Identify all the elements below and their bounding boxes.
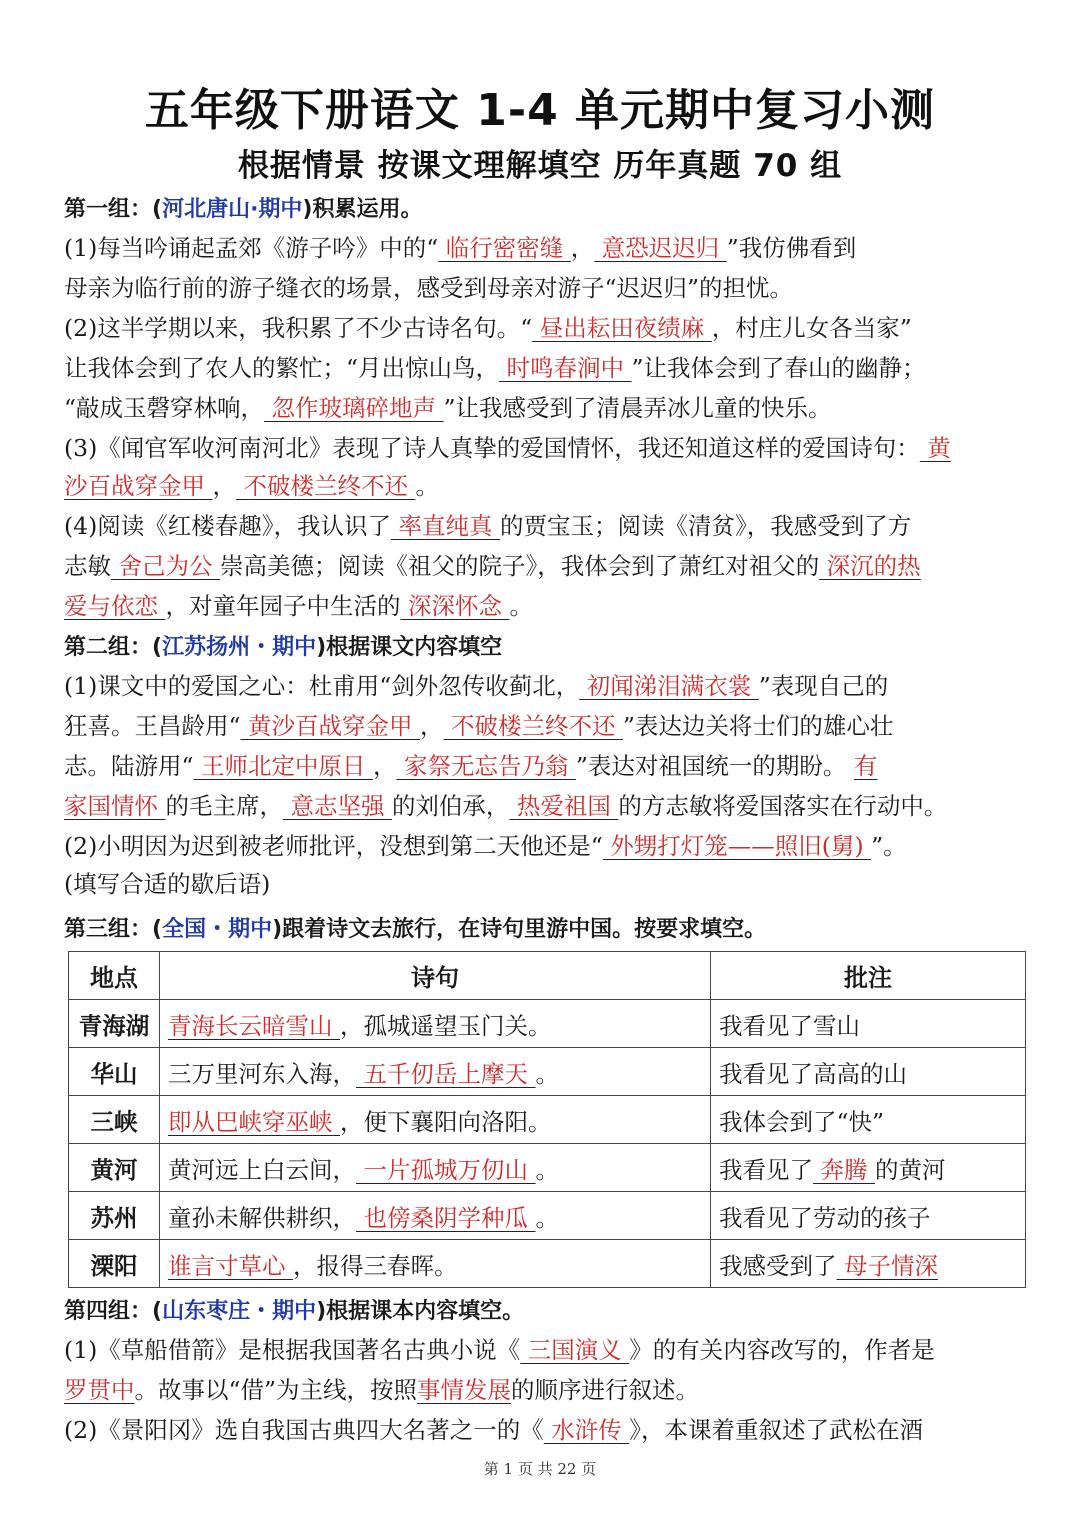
g2-line-6: (填写合适的歇后语) xyxy=(64,870,271,898)
answer: 即从巴峡穿巫峡 xyxy=(168,1107,340,1136)
text: 。 xyxy=(535,1203,559,1232)
answer: 也傍桑阴学种瓜 xyxy=(356,1203,536,1232)
answer: 三国演义 xyxy=(520,1336,630,1364)
answer: 忽作玻璃碎地声 xyxy=(264,394,444,422)
answer: 舍己为公 xyxy=(111,552,220,580)
g2-line-3 xyxy=(64,746,1024,786)
answer: 热爱祖国 xyxy=(509,792,619,820)
answer: 有 xyxy=(853,752,878,780)
g1-line-8 xyxy=(64,506,1024,546)
answer: 昼出耘田夜绩麻 xyxy=(532,314,712,342)
answer: 临行密密缝 xyxy=(438,234,571,262)
table-header-row xyxy=(69,952,1026,1000)
answer: 沙百战穿金甲 xyxy=(64,472,213,500)
text: (1)每当吟诵起孟郊《游子吟》中的“ xyxy=(64,234,439,262)
text: ， xyxy=(419,712,444,740)
note-cell xyxy=(711,1192,1026,1240)
heading-suffix: )跟着诗文去旅行，在诗句里游中国。按要求填空。 xyxy=(272,917,767,942)
answer: 家国情怀 xyxy=(64,792,166,820)
answer: 爱与依恋 xyxy=(64,592,166,620)
text: 狂喜。王昌龄用“ xyxy=(64,712,241,740)
answer: 意恐迟迟归 xyxy=(594,234,727,262)
table-row xyxy=(69,1048,1026,1096)
g2-line-5 xyxy=(64,826,1024,866)
text: 我看见了 xyxy=(719,1155,813,1184)
answer: 深深怀念 xyxy=(400,592,510,620)
text: 。 xyxy=(535,1155,559,1184)
note-cell xyxy=(711,1240,1026,1288)
text: 我感受到了 xyxy=(719,1251,837,1280)
text: 的方志敏将爱国落实在行动中。 xyxy=(618,792,948,820)
text: ，对童年园子中生活的 xyxy=(165,592,401,620)
text: 。 xyxy=(535,1059,559,1088)
page-footer: 第 1 页 共 22 页 xyxy=(483,1460,597,1478)
heading-prefix: 第四组：( xyxy=(64,1299,163,1324)
text: 。故事以“借”为主线，按照 xyxy=(134,1376,418,1404)
text: (1)《草船借箭》是根据我国著名古典小说《 xyxy=(64,1336,521,1364)
answer: 水浒传 xyxy=(543,1416,630,1444)
text: ”我仿佛看到 xyxy=(726,234,857,262)
text: (2)《景阳冈》选自我国古典四大名著之一的《 xyxy=(64,1416,544,1444)
g1-line-1 xyxy=(64,228,1024,268)
answer: 黄沙百战穿金甲 xyxy=(240,712,420,740)
group-4-heading xyxy=(64,1292,1024,1332)
text: 让我体会到了农人的繁忙；“月出惊山鸟， xyxy=(64,354,500,382)
table-row xyxy=(69,1192,1026,1240)
text: ，报得三春晖。 xyxy=(292,1251,458,1280)
answer: 深沉的热 xyxy=(819,552,921,580)
text: ”表现自己的 xyxy=(758,672,889,700)
text: 三万里河东入海， xyxy=(168,1059,356,1088)
answer: 五千仞岳上摩天 xyxy=(356,1059,536,1088)
answer: 不破楼兰终不还 xyxy=(235,472,416,500)
text: 。 xyxy=(415,472,439,500)
text: ， xyxy=(372,752,397,780)
poem-cell xyxy=(160,1144,711,1192)
poem-cell xyxy=(160,1000,711,1048)
answer: 事情发展 xyxy=(417,1376,512,1404)
answer: 时鸣春涧中 xyxy=(499,354,632,382)
text: 的顺序进行叙述。 xyxy=(511,1376,700,1404)
answer: 谁言寸草心 xyxy=(168,1251,293,1280)
answer: 奔腾 xyxy=(813,1155,875,1184)
text: 志敏 xyxy=(64,552,111,580)
text: 的毛主席， xyxy=(165,792,283,820)
text: ，村庄儿女各当家” xyxy=(711,314,912,342)
g1-line-7 xyxy=(64,466,1024,506)
text: 志。陆游用“ xyxy=(64,752,194,780)
text: 的贾宝玉；阅读《清贫》，我感受到了方 xyxy=(500,512,912,540)
note-cell xyxy=(711,1096,1026,1144)
g2-line-4 xyxy=(64,786,1024,826)
text: ，孤城遥望玉门关。 xyxy=(339,1011,552,1040)
heading-source: 江苏扬州・期中 xyxy=(162,635,317,660)
text: 我看见了雪山 xyxy=(719,1011,860,1040)
text: ， xyxy=(212,472,236,500)
heading-source: 山东枣庄・期中 xyxy=(162,1299,317,1324)
text: (4)阅读《红楼春趣》，我认识了 xyxy=(64,512,392,540)
text: ”表达边关将士们的雄心壮 xyxy=(622,712,894,740)
text: 我体会到了“快” xyxy=(719,1107,885,1136)
text: “敲成玉磬穿林响， xyxy=(64,394,265,422)
text: 黄河远上白云间， xyxy=(168,1155,356,1184)
poem-cell xyxy=(160,1048,711,1096)
text: (3)《闻官军收河南河北》表现了诗人真挚的爱国情怀，我还知道这样的爱国诗句： xyxy=(64,434,920,462)
table-row xyxy=(69,1144,1026,1192)
answer: 一片孤城万仞山 xyxy=(356,1155,536,1184)
g4-line-2 xyxy=(64,1370,1024,1410)
note-cell xyxy=(711,1048,1026,1096)
answer: 母子情深 xyxy=(836,1251,938,1280)
text: ”让我体会到了春山的幽静； xyxy=(631,354,926,382)
answer: 青海长云暗雪山 xyxy=(168,1011,340,1040)
text: 。 xyxy=(509,592,533,620)
g1-line-10 xyxy=(64,586,1024,626)
heading-suffix: )根据课本内容填空。 xyxy=(316,1299,525,1324)
page-title: 五年级下册语文 1-4 单元期中复习小测 xyxy=(144,85,936,136)
text: (2)这半学期以来，我积累了不少古诗名句。“ xyxy=(64,314,533,342)
heading-prefix: 第二组：( xyxy=(64,635,163,660)
place-cell: 三峡 xyxy=(69,1096,160,1144)
g1-line-5 xyxy=(64,388,1024,428)
answer: 初闻涕泪满衣裳 xyxy=(579,672,759,700)
answer: 王师北定中原日 xyxy=(193,752,373,780)
place-cell: 华山 xyxy=(69,1048,160,1096)
poem-cell xyxy=(160,1240,711,1288)
poem-table xyxy=(68,951,1026,1288)
page-subtitle: 根据情景 按课文理解填空 历年真题 70 组 xyxy=(237,148,843,184)
table-row xyxy=(69,1096,1026,1144)
text: 》的有关内容改写的，作者是 xyxy=(629,1336,935,1364)
g1-line-4 xyxy=(64,348,1024,388)
group-2-heading xyxy=(64,628,1024,668)
note-cell xyxy=(711,1000,1026,1048)
heading-source: 河北唐山·期中 xyxy=(162,197,303,222)
answer: 罗贯中 xyxy=(64,1376,135,1404)
poem-cell xyxy=(160,1192,711,1240)
g4-line-3 xyxy=(64,1410,1024,1450)
column-header-place: 地点 xyxy=(69,952,160,1000)
table-row xyxy=(69,1240,1026,1288)
answer: 率直纯真 xyxy=(391,512,500,540)
answer: 不破楼兰终不还 xyxy=(443,712,623,740)
table-row xyxy=(69,1000,1026,1048)
text: 的黄河 xyxy=(874,1155,946,1184)
text: 崇高美德；阅读《祖父的院子》，我体会到了萧红对祖父的 xyxy=(219,552,820,580)
g4-line-1 xyxy=(64,1330,1024,1370)
column-header-note: 批注 xyxy=(711,952,1026,1000)
g1-line-9 xyxy=(64,546,1024,586)
text: 的刘伯承， xyxy=(391,792,510,820)
g1-line-3 xyxy=(64,308,1024,348)
answer: 外甥打灯笼——照旧(舅) xyxy=(602,832,872,860)
heading-suffix: )积累运用。 xyxy=(302,197,423,222)
place-cell: 青海湖 xyxy=(69,1000,160,1048)
note-cell xyxy=(711,1144,1026,1192)
text: ”表达对祖国统一的期盼。 xyxy=(575,752,854,780)
text: ”让我感受到了清晨弄冰儿童的快乐。 xyxy=(443,394,832,422)
g1-line-2: 母亲为临行前的游子缝衣的场景，感受到母亲对游子“迟迟归”的担忧。 xyxy=(64,274,794,302)
heading-suffix: )根据课文内容填空 xyxy=(316,635,503,660)
text: 》，本课着重叙述了武松在酒 xyxy=(629,1416,923,1444)
g1-line-6 xyxy=(64,428,1024,468)
text: ，便下襄阳向洛阳。 xyxy=(339,1107,552,1136)
poem-cell xyxy=(160,1096,711,1144)
place-cell: 苏州 xyxy=(69,1192,160,1240)
text: ， xyxy=(570,234,595,262)
heading-prefix: 第三组：( xyxy=(64,917,163,942)
text: 我看见了劳动的孩子 xyxy=(719,1203,931,1232)
text: 童孙未解供耕织， xyxy=(168,1203,356,1232)
text: ”。 xyxy=(871,832,907,860)
heading-source: 全国・期中 xyxy=(162,917,273,942)
answer: 黄 xyxy=(919,434,951,462)
text: (1)课文中的爱国之心：杜甫用“剑外忽传收蓟北， xyxy=(64,672,580,700)
group-3-heading xyxy=(64,910,1024,950)
column-header-poem: 诗句 xyxy=(160,952,711,1000)
place-cell: 溧阳 xyxy=(69,1240,160,1288)
g2-line-1 xyxy=(64,666,1024,706)
text: (2)小明因为迟到被老师批评，没想到第二天他还是“ xyxy=(64,832,603,860)
group-1-heading xyxy=(64,190,1024,230)
g2-line-2 xyxy=(64,706,1024,746)
text: 我看见了高高的山 xyxy=(719,1059,907,1088)
answer: 家祭无忘告乃翁 xyxy=(396,752,576,780)
place-cell: 黄河 xyxy=(69,1144,160,1192)
heading-prefix: 第一组：( xyxy=(64,197,163,222)
answer: 意志坚强 xyxy=(282,792,392,820)
